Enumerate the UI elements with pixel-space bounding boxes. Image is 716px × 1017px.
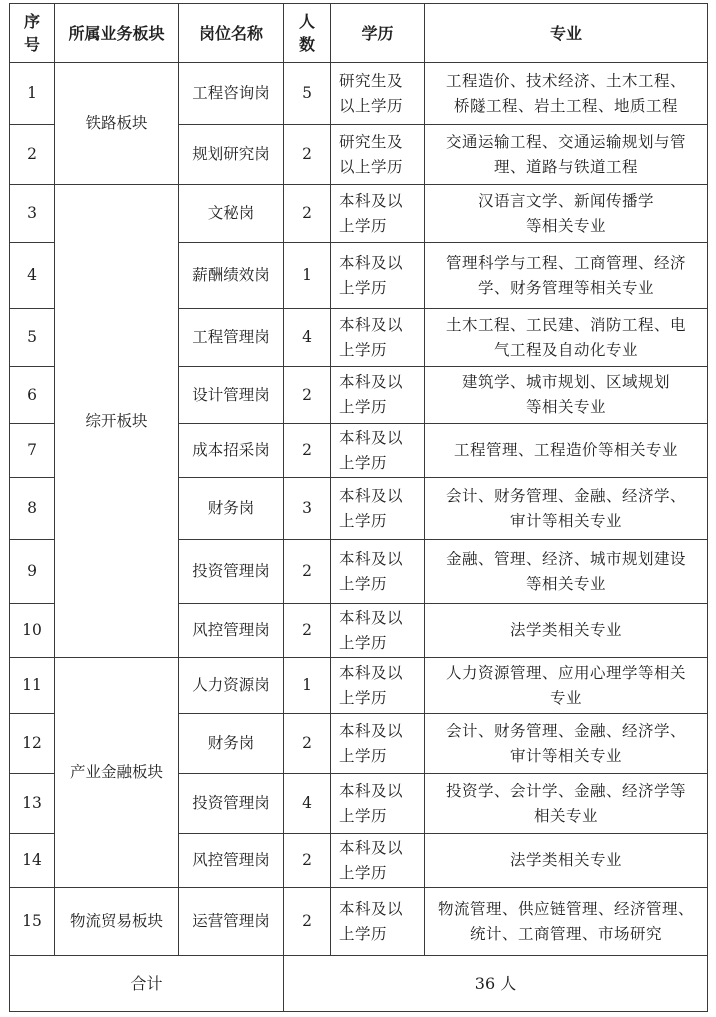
header-count: 人 数 — [284, 4, 331, 63]
major-cell: 会计、财务管理、金融、经济学、 审计等相关专业 — [425, 714, 708, 774]
header-major: 专业 — [425, 4, 708, 63]
table-row — [10, 185, 708, 243]
count-cell: 2 — [284, 604, 331, 658]
major-cell: 交通运输工程、交通运输规划与管 理、道路与铁道工程 — [425, 125, 708, 185]
count-cell: 2 — [284, 714, 331, 774]
major-cell: 土木工程、工民建、消防工程、电 气工程及自动化专业 — [425, 309, 708, 367]
count-cell: 5 — [284, 63, 331, 125]
position-cell: 规划研究岗 — [179, 125, 284, 185]
seq-cell: 13 — [10, 774, 55, 834]
seq-cell: 15 — [10, 888, 55, 956]
education-cell: 本科及以 上学历 — [331, 604, 425, 658]
major-cell: 法学类相关专业 — [425, 604, 708, 658]
position-cell: 文秘岗 — [179, 185, 284, 243]
education-cell: 本科及以 上学历 — [331, 367, 425, 424]
major-cell: 建筑学、城市规划、区域规划 等相关专业 — [425, 367, 708, 424]
count-cell: 2 — [284, 367, 331, 424]
count-cell: 3 — [284, 478, 331, 540]
summary-total: 36 人 — [284, 956, 708, 1012]
major-cell: 工程管理、工程造价等相关专业 — [425, 424, 708, 478]
count-cell: 1 — [284, 243, 331, 309]
education-cell: 本科及以 上学历 — [331, 478, 425, 540]
education-cell: 本科及以 上学历 — [331, 714, 425, 774]
segment-cell-railway: 铁路板块 — [55, 63, 179, 185]
major-cell: 投资学、会计学、金融、经济学等 相关专业 — [425, 774, 708, 834]
header-seq: 序 号 — [10, 4, 55, 63]
seq-cell: 3 — [10, 185, 55, 243]
education-cell: 本科及以 上学历 — [331, 774, 425, 834]
summary-row — [10, 956, 708, 1012]
education-cell: 本科及以 上学历 — [331, 243, 425, 309]
position-cell: 人力资源岗 — [179, 658, 284, 714]
header-row — [10, 4, 708, 63]
education-cell: 本科及以 上学历 — [331, 888, 425, 956]
position-cell: 财务岗 — [179, 478, 284, 540]
education-cell: 研究生及 以上学历 — [331, 63, 425, 125]
major-cell: 法学类相关专业 — [425, 834, 708, 888]
seq-cell: 1 — [10, 63, 55, 125]
education-cell: 本科及以 上学历 — [331, 309, 425, 367]
seq-cell: 11 — [10, 658, 55, 714]
seq-cell: 5 — [10, 309, 55, 367]
education-cell: 研究生及 以上学历 — [331, 125, 425, 185]
major-cell: 会计、财务管理、金融、经济学、 审计等相关专业 — [425, 478, 708, 540]
segment-cell-comprehensive: 综开板块 — [55, 185, 179, 658]
count-cell: 4 — [284, 309, 331, 367]
seq-cell: 10 — [10, 604, 55, 658]
education-cell: 本科及以 上学历 — [331, 834, 425, 888]
education-cell: 本科及以 上学历 — [331, 658, 425, 714]
header-position: 岗位名称 — [179, 4, 284, 63]
position-cell: 薪酬绩效岗 — [179, 243, 284, 309]
seq-cell: 8 — [10, 478, 55, 540]
education-cell: 本科及以 上学历 — [331, 424, 425, 478]
count-cell: 2 — [284, 834, 331, 888]
education-cell: 本科及以 上学历 — [331, 185, 425, 243]
seq-cell: 12 — [10, 714, 55, 774]
table-row — [10, 888, 708, 956]
position-cell: 投资管理岗 — [179, 774, 284, 834]
position-cell: 投资管理岗 — [179, 540, 284, 604]
major-cell: 人力资源管理、应用心理学等相关 专业 — [425, 658, 708, 714]
count-cell: 2 — [284, 424, 331, 478]
position-cell: 风控管理岗 — [179, 604, 284, 658]
seq-cell: 6 — [10, 367, 55, 424]
position-cell: 风控管理岗 — [179, 834, 284, 888]
count-cell: 2 — [284, 125, 331, 185]
education-cell: 本科及以 上学历 — [331, 540, 425, 604]
seq-cell: 7 — [10, 424, 55, 478]
major-cell: 工程造价、技术经济、土木工程、 桥隧工程、岩土工程、地质工程 — [425, 63, 708, 125]
summary-label: 合计 — [10, 956, 284, 1012]
position-cell: 财务岗 — [179, 714, 284, 774]
seq-cell: 2 — [10, 125, 55, 185]
position-cell: 工程管理岗 — [179, 309, 284, 367]
position-cell: 运营管理岗 — [179, 888, 284, 956]
count-cell: 4 — [284, 774, 331, 834]
table-row — [10, 63, 708, 125]
seq-cell: 4 — [10, 243, 55, 309]
table-row — [10, 658, 708, 714]
recruitment-table — [9, 3, 708, 1012]
count-cell: 2 — [284, 185, 331, 243]
major-cell: 物流管理、供应链管理、经济管理、 统计、工商管理、市场研究 — [425, 888, 708, 956]
header-education: 学历 — [331, 4, 425, 63]
count-cell: 2 — [284, 540, 331, 604]
count-cell: 2 — [284, 888, 331, 956]
seq-cell: 9 — [10, 540, 55, 604]
position-cell: 工程咨询岗 — [179, 63, 284, 125]
segment-cell-logistics: 物流贸易板块 — [55, 888, 179, 956]
major-cell: 管理科学与工程、工商管理、经济 学、财务管理等相关专业 — [425, 243, 708, 309]
header-segment: 所属业务板块 — [55, 4, 179, 63]
count-cell: 1 — [284, 658, 331, 714]
major-cell: 汉语言文学、新闻传播学 等相关专业 — [425, 185, 708, 243]
major-cell: 金融、管理、经济、城市规划建设 等相关专业 — [425, 540, 708, 604]
seq-cell: 14 — [10, 834, 55, 888]
position-cell: 设计管理岗 — [179, 367, 284, 424]
position-cell: 成本招采岗 — [179, 424, 284, 478]
segment-cell-finance: 产业金融板块 — [55, 658, 179, 888]
